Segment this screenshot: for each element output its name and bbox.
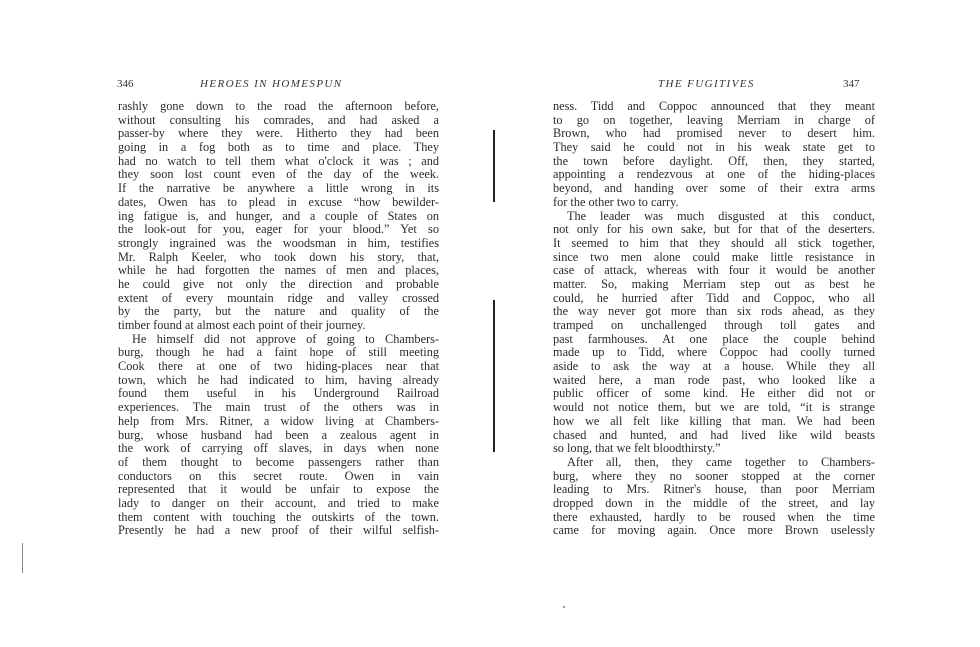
text-line: the way never got more than six rods ahead, as they: [553, 304, 875, 319]
text-line: made up to Tidd, where Coppoc had coolly turned: [553, 345, 875, 360]
text-line: they soon lost count even of the day of the week.: [118, 167, 439, 182]
text-line: since two men alone could make little resistance in: [553, 249, 875, 264]
text-line: ness. Tidd and Coppoc announced that they meant: [553, 99, 875, 113]
text-line: of them thought to become passengers rather than: [118, 454, 439, 469]
text-line: leading to Mrs. Ritner's house, than poor Merriam: [553, 482, 875, 497]
text-line: while he had forgotten the names of men and places,: [118, 263, 439, 278]
text-line: for the other two to carry.: [553, 194, 679, 209]
text-line: past farmhouses. At one place the couple behind: [553, 331, 875, 346]
text-line: chased and hunted, and had lived like wild beasts: [553, 427, 875, 442]
text-line: aside to ask the way at a house. While they all: [553, 359, 875, 374]
text-line: experiences. The main trust of the others was in: [118, 400, 439, 415]
text-line: them content with touching the outskirts of the town.: [118, 509, 439, 524]
text-line: Cook there at one of two hiding-places near that: [118, 359, 439, 374]
text-line: It seemed to him that they should all stick together,: [553, 235, 875, 250]
text-line: They said he could not in his weak state get to: [553, 140, 875, 155]
text-line: case of attack, whereas with four it would be another: [553, 263, 875, 278]
text-line: strongly ingrained was the woodsman in him, testifies: [118, 235, 439, 250]
text-line: found them useful in his Underground Railroad: [118, 386, 439, 401]
text-line: how we all felt like killing that man. We had been: [553, 413, 875, 428]
gutter-line-bottom: [493, 300, 495, 452]
right-running-head: THE FUGITIVES: [658, 78, 755, 90]
text-line: would not notice them, but we are told, “it is strange: [553, 400, 875, 415]
text-line: the look-out for you, eager for your blood.” Yet so: [118, 222, 439, 237]
text-line: could, he hurried after Tidd and Coppoc, who all: [553, 290, 875, 305]
text-line: Brown, who had promised never to desert him.: [553, 126, 875, 141]
text-line: had no watch to tell them what o'clock it was ; and: [118, 153, 439, 168]
text-line: timber found at almost each point of their journey.: [118, 318, 366, 332]
text-line: not only for his own sake, but for that of the deserters.: [553, 222, 875, 237]
right-page-text: [553, 100, 875, 538]
text-line: appointing a rendezvous at one of the hiding-places: [553, 167, 875, 182]
right-page: [490, 0, 980, 647]
text-line: represented that it would be unfair to expose the: [118, 482, 439, 497]
text-line: He himself did not approve of going to Chambers-: [132, 331, 439, 346]
text-line: dropped down in the middle of the street, and lay: [553, 495, 875, 510]
text-line: town, which he had indicated to him, having already: [118, 372, 439, 387]
text-line: by the party, but the nature and quality of the: [118, 304, 439, 319]
text-line: tramped on unchallenged through toll gates and: [553, 318, 875, 332]
text-line: came for moving again. Once more Brown uselessly: [553, 523, 875, 538]
paper-speck: [563, 606, 565, 608]
text-line: the town before daylight. Off, then, they started,: [553, 153, 875, 168]
text-line: there exhausted, hardly to be roused when the time: [553, 509, 875, 524]
text-line: the work of carrying off slaves, in days when none: [118, 441, 439, 456]
gutter-line-top: [493, 130, 495, 202]
text-line: burg, though he had a faint hope of still meeting: [118, 345, 439, 360]
margin-mark: [22, 543, 23, 573]
text-line: ing fatigue is, and hunger, and a couple of States on: [118, 208, 439, 223]
text-line: After all, then, they came together to Chambers-: [567, 454, 875, 469]
text-line: he could give not only the direction and probable: [118, 276, 439, 291]
left-running-head: HEROES IN HOMESPUN: [200, 78, 343, 90]
text-line: passer-by where they were. Hitherto they had been: [118, 126, 439, 141]
text-line: The leader was much disgusted at this conduct,: [567, 208, 875, 223]
text-line: waited here, a man rode past, who looked like a: [553, 372, 875, 387]
text-line: Presently he had a new proof of their wilful selfish-: [118, 523, 439, 538]
right-page-number: 347: [843, 78, 860, 90]
text-line: public officer of some kind. He either did not or: [553, 386, 875, 401]
text-line: lady to danger on their account, and tried to make: [118, 495, 439, 510]
text-line: so long, that we felt bloodthirsty.”: [553, 441, 721, 456]
text-line: going in a fog both as to time and place. They: [118, 140, 439, 155]
left-page-text: [118, 100, 439, 538]
text-line: dates, Owen has to plead in excuse “how bewilder-: [118, 194, 439, 209]
left-page-number: 346: [117, 78, 134, 90]
text-line: help from Mrs. Ritner, a widow living at Chambers-: [118, 413, 439, 428]
text-line: rashly gone down to the road the afternoon before,: [118, 99, 439, 113]
text-line: beyond, and handing over some of their extra arms: [553, 181, 875, 196]
text-line: Mr. Ralph Keeler, who took down his story, that,: [118, 249, 439, 264]
text-line: without consulting his comrades, and had asked a: [118, 112, 439, 127]
text-line: burg, where they no sooner stopped at the corner: [553, 468, 875, 483]
text-line: to go on together, leaving Merriam in charge of: [553, 112, 875, 127]
text-line: burg, whose husband had been a zealous agent in: [118, 427, 439, 442]
text-line: extent of every mountain ridge and valley crossed: [118, 290, 439, 305]
text-line: conductors on this secret route. Owen in vain: [118, 468, 439, 483]
text-line: matter. So, making Merriam step out as best he: [553, 276, 875, 291]
text-line: If the narrative be anywhere a little wrong in its: [118, 181, 439, 196]
